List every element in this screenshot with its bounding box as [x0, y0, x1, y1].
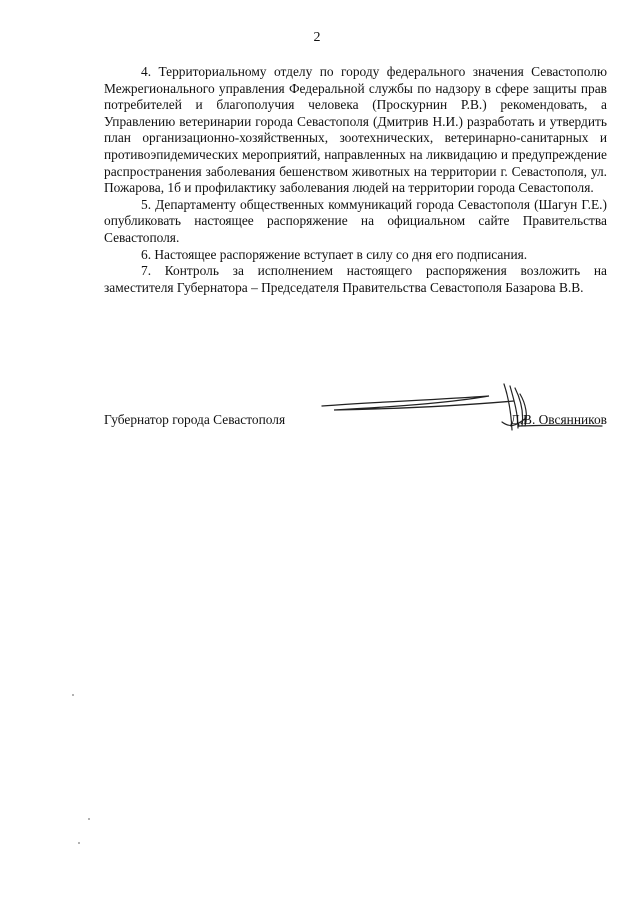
scan-speck — [88, 818, 90, 820]
signer-name: Д.В. Овсянников — [510, 412, 607, 427]
signer-title: Губернатор города Севастополя — [104, 412, 286, 427]
paragraph-item-4: 4. Территориальному отделу по городу федерального значения Севастополю Межрегионального управления Федеральной службы по надзору в сфере защиты прав потребителей и благополучия человека (Проскурнин Р.В.) рекомендовать, а Управлению ветеринарии города Севастополя (Дмитрив Н.И.) разработать и утвердить план организационно-хозяйственных, зоотехнических, ветеринарно-санитарных и противоэпидемических мероприятий, направленных на ликвидацию и предупреждение распространения заболевания бешенством животных на территории г. Севастополя, ул. Пожарова, 1б и профилактику заболевания людей на территории города Севастополя. — [104, 64, 607, 196]
document-body — [104, 64, 607, 296]
paragraph-item-7: 7. Контроль за исполнением настоящего распоряжения возложить на заместителя Губернатора – Председателя Правительства Севастополя Базарова В.В. — [104, 263, 607, 295]
paragraph-item-5: 5. Департаменту общественных коммуникаций города Севастополя (Шагун Г.Е.) опубликовать настоящее распоряжение на официальном сайте Правительства Севастополя. — [104, 196, 607, 245]
scan-speck — [72, 694, 74, 696]
signature-block — [104, 412, 607, 432]
scan-speck — [78, 842, 80, 844]
page-number: 2 — [313, 30, 321, 45]
paragraph-item-6: 6. Настоящее распоряжение вступает в силу со дня его подписания. — [141, 246, 528, 262]
